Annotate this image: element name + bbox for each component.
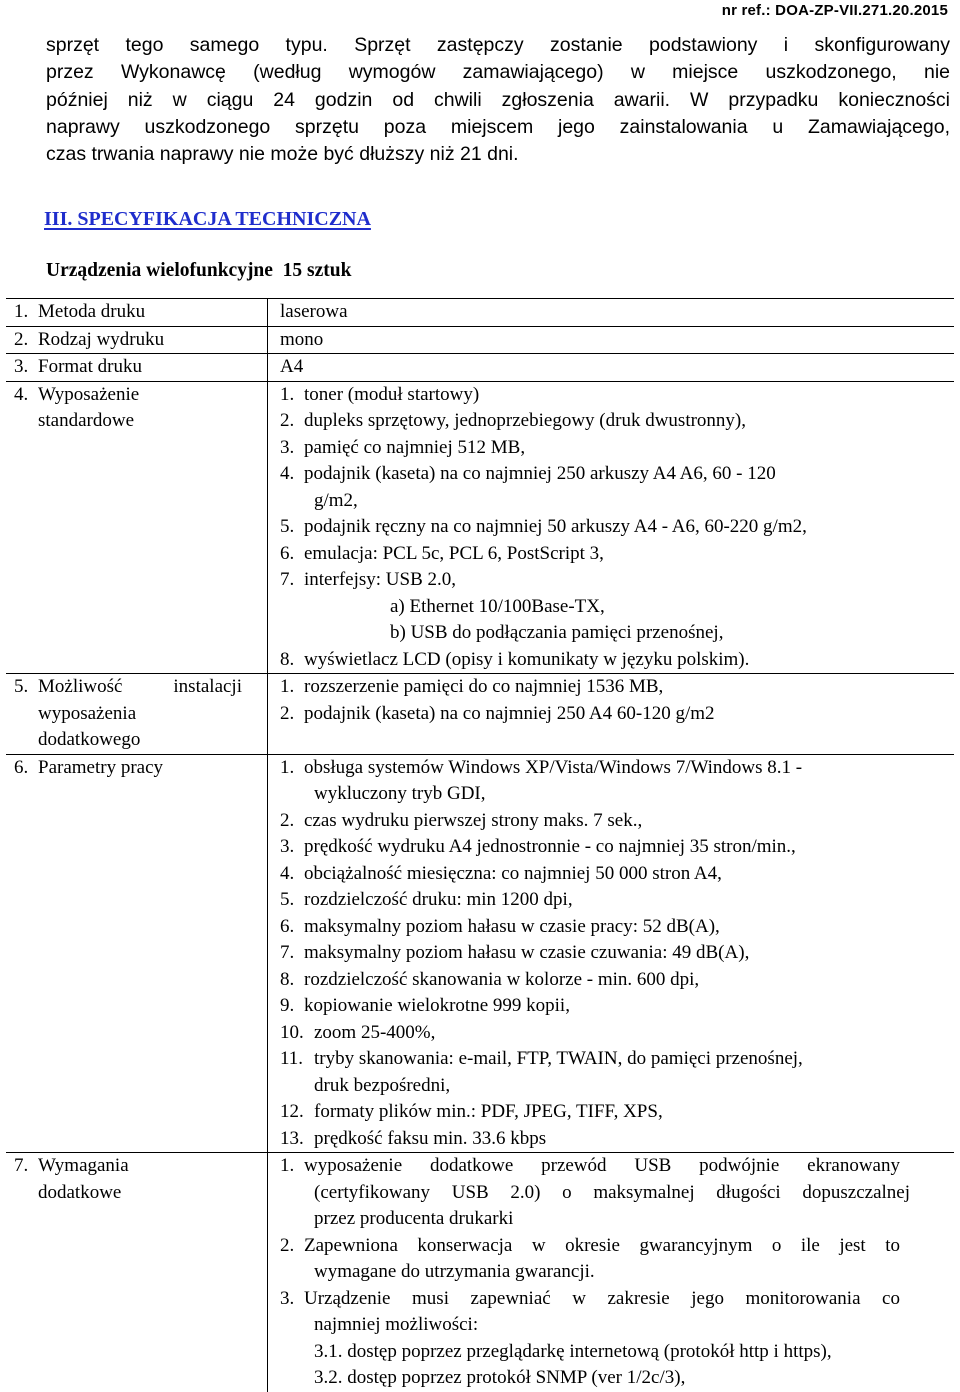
item-number: 9. bbox=[280, 995, 295, 1016]
item-number: 3. bbox=[280, 836, 295, 857]
row-number: 1. bbox=[14, 301, 29, 322]
item-number: 6. bbox=[280, 542, 295, 564]
item-text: dupleks sprzętowy, jednoprzebiegowy (druk dwustronny), bbox=[304, 410, 747, 431]
row-number: 5. bbox=[14, 676, 29, 697]
row-value: laserowa bbox=[280, 301, 348, 322]
item-text: podajnik ręczny na co najmniej 50 arkuszy A4 - A6, 60-220 g/m2, bbox=[304, 516, 807, 537]
section-subtitle: Urządzenia wielofunkcyjne 15 sztuk bbox=[46, 260, 352, 281]
item-number: 2. bbox=[280, 809, 295, 831]
row-number: 7. bbox=[14, 1155, 29, 1176]
item-number: 2. bbox=[280, 410, 295, 431]
row-value-cell bbox=[268, 382, 954, 674]
item-text: formaty plików min.: PDF, JPEG, TIFF, XPS, bbox=[314, 1101, 663, 1122]
item-number: 1. bbox=[280, 756, 295, 778]
table-row bbox=[6, 381, 954, 674]
row-label: Parametry pracy bbox=[38, 756, 164, 778]
reference-number: nr ref.: DOA-ZP-VII.271.20.2015 bbox=[721, 2, 948, 19]
intro-paragraph bbox=[46, 32, 950, 168]
intro-line: czas trwania naprawy nie może być dłuższy niż 21 dni. bbox=[46, 143, 519, 166]
row-label-cell bbox=[6, 327, 268, 354]
item-subpoint: 3.1. dostęp poprzez przeglądarkę internetową (protokół http i https), bbox=[314, 1340, 832, 1362]
row-label-cell bbox=[6, 299, 268, 326]
item-text: najmniej możliwości: bbox=[314, 1314, 479, 1335]
table-row bbox=[6, 754, 954, 1153]
item-number: 5. bbox=[280, 516, 295, 537]
item-text: g/m2, bbox=[314, 489, 358, 511]
row-value-cell bbox=[268, 755, 954, 1153]
item-text: emulacja: PCL 5c, PCL 6, PostScript 3, bbox=[304, 542, 604, 564]
item-number: 11. bbox=[280, 1048, 304, 1069]
row-label-cell bbox=[6, 1153, 268, 1392]
row-value-cell bbox=[268, 674, 954, 754]
row-label: dodatkowego bbox=[38, 729, 141, 750]
intro-line: później niż w ciągu 24 godzin od chwili zgłoszenia awarii. W przypadku konieczności bbox=[46, 88, 950, 111]
table-row bbox=[6, 1152, 954, 1392]
item-text: rozszerzenie pamięci do co najmniej 1536 MB, bbox=[304, 676, 664, 697]
item-number: 7. bbox=[280, 569, 295, 590]
item-text: tryby skanowania: e-mail, FTP, TWAIN, do pamięci przenośnej, bbox=[314, 1048, 803, 1069]
row-label: Możliwość instalacji bbox=[38, 676, 242, 697]
row-label: dodatkowe bbox=[38, 1181, 122, 1203]
item-number: 3. bbox=[280, 436, 295, 458]
item-text: prędkość faksu min. 33.6 kbps bbox=[314, 1127, 547, 1149]
intro-line: przez Wykonawcę (według wymogów zamawiającego) w miejsce uszkodzonego, nie bbox=[46, 61, 950, 84]
item-text: obsługa systemów Windows XP/Vista/Windows 7/Windows 8.1 - bbox=[304, 756, 803, 778]
item-subpoint: b) USB do podłączania pamięci przenośnej, bbox=[390, 622, 724, 643]
row-number: 3. bbox=[14, 356, 29, 377]
intro-line: sprzęt tego samego typu. Sprzęt zastępczy zostanie podstawiony i skonfigurowany bbox=[46, 34, 950, 56]
row-value: mono bbox=[280, 328, 324, 350]
row-label: wyposażenia bbox=[38, 702, 137, 724]
item-number: 1. bbox=[280, 383, 295, 405]
item-text: maksymalny poziom hałasu w czasie czuwania: 49 dB(A), bbox=[304, 942, 750, 963]
item-number: 5. bbox=[280, 889, 295, 910]
item-text: zoom 25-400%, bbox=[314, 1021, 436, 1043]
table-row bbox=[6, 353, 954, 381]
item-text: czas wydruku pierwszej strony maks. 7 sek., bbox=[304, 809, 643, 831]
item-text: podajnik (kaseta) na co najmniej 250 arkuszy A4 A6, 60 - 120 bbox=[304, 463, 776, 484]
row-value-cell bbox=[268, 1153, 954, 1392]
table-row bbox=[6, 298, 954, 326]
item-text: pamięć co najmniej 512 MB, bbox=[304, 436, 526, 458]
item-text: kopiowanie wielokrotne 999 kopii, bbox=[304, 995, 570, 1016]
item-text: interfejsy: USB 2.0, bbox=[304, 569, 456, 590]
item-subpoint: a) Ethernet 10/100Base-TX, bbox=[390, 595, 605, 617]
item-number: 3. bbox=[280, 1287, 295, 1309]
row-label: standardowe bbox=[38, 410, 135, 431]
row-value: A4 bbox=[280, 356, 304, 377]
row-label-cell bbox=[6, 354, 268, 381]
row-label: Wymagania bbox=[38, 1155, 129, 1176]
item-text: wykluczony tryb GDI, bbox=[314, 783, 486, 804]
item-text: Zapewniona konserwacja w okresie gwarancyjnym o ile jest to bbox=[304, 1234, 900, 1256]
item-number: 7. bbox=[280, 942, 295, 963]
section-title: III. SPECYFIKACJA TECHNICZNA bbox=[44, 208, 371, 230]
table-row bbox=[6, 673, 954, 754]
item-text: przez producenta drukarki bbox=[314, 1208, 514, 1229]
item-subpoint: 3.2. dostęp poprzez protokół SNMP (ver 1/2c/3), bbox=[314, 1367, 686, 1388]
item-number: 2. bbox=[280, 1234, 295, 1256]
item-number: 4. bbox=[280, 862, 295, 884]
item-text: druk bezpośredni, bbox=[314, 1074, 451, 1096]
row-label: Metoda druku bbox=[38, 301, 146, 322]
item-number: 2. bbox=[280, 702, 295, 724]
row-number: 2. bbox=[14, 328, 29, 350]
spec-table bbox=[6, 298, 954, 1392]
item-text: (certyfikowany USB 2.0) o maksymalnej długości dopuszczalnej bbox=[314, 1181, 910, 1203]
row-label: Format druku bbox=[38, 356, 142, 377]
row-value-cell bbox=[268, 354, 954, 381]
item-text: toner (moduł startowy) bbox=[304, 383, 480, 405]
item-text: rozdzielczość druku: min 1200 dpi, bbox=[304, 889, 573, 910]
item-text: wyposażenie dodatkowe przewód USB podwójnie ekranowany bbox=[304, 1155, 900, 1176]
item-number: 13. bbox=[280, 1127, 304, 1149]
item-text: podajnik (kaseta) na co najmniej 250 A4 60-120 g/m2 bbox=[304, 702, 715, 724]
item-number: 12. bbox=[280, 1101, 304, 1122]
row-label-cell bbox=[6, 755, 268, 1153]
row-value-cell bbox=[268, 327, 954, 354]
item-number: 8. bbox=[280, 648, 295, 670]
row-label-cell bbox=[6, 382, 268, 674]
intro-line: naprawy uszkodzonego sprzętu poza miejscem jego zainstalowania u Zamawiającego, bbox=[46, 115, 950, 138]
item-text: rozdzielczość skanowania w kolorze - min. 600 dpi, bbox=[304, 968, 700, 990]
item-number: 1. bbox=[280, 676, 295, 697]
row-number: 4. bbox=[14, 383, 29, 405]
item-text: maksymalny poziom hałasu w czasie pracy: 52 dB(A), bbox=[304, 915, 720, 937]
item-number: 8. bbox=[280, 968, 295, 990]
item-text: Urządzenie musi zapewniać w zakresie jego monitorowania co bbox=[304, 1287, 900, 1309]
row-label: Wyposażenie bbox=[38, 383, 140, 405]
row-label-cell bbox=[6, 674, 268, 754]
row-number: 6. bbox=[14, 756, 29, 778]
row-label: Rodzaj wydruku bbox=[38, 328, 165, 350]
item-number: 4. bbox=[280, 463, 295, 484]
item-text: prędkość wydruku A4 jednostronnie - co najmniej 35 stron/min., bbox=[304, 836, 796, 857]
table-row bbox=[6, 326, 954, 354]
row-value-cell bbox=[268, 299, 954, 326]
item-text: wyświetlacz LCD (opisy i komunikaty w języku polskim). bbox=[304, 648, 750, 670]
item-text: obciążalność miesięczna: co najmniej 50 000 stron A4, bbox=[304, 862, 722, 884]
item-number: 1. bbox=[280, 1155, 295, 1176]
item-number: 6. bbox=[280, 915, 295, 937]
item-text: wymagane do utrzymania gwarancji. bbox=[314, 1261, 595, 1282]
item-number: 10. bbox=[280, 1021, 304, 1043]
